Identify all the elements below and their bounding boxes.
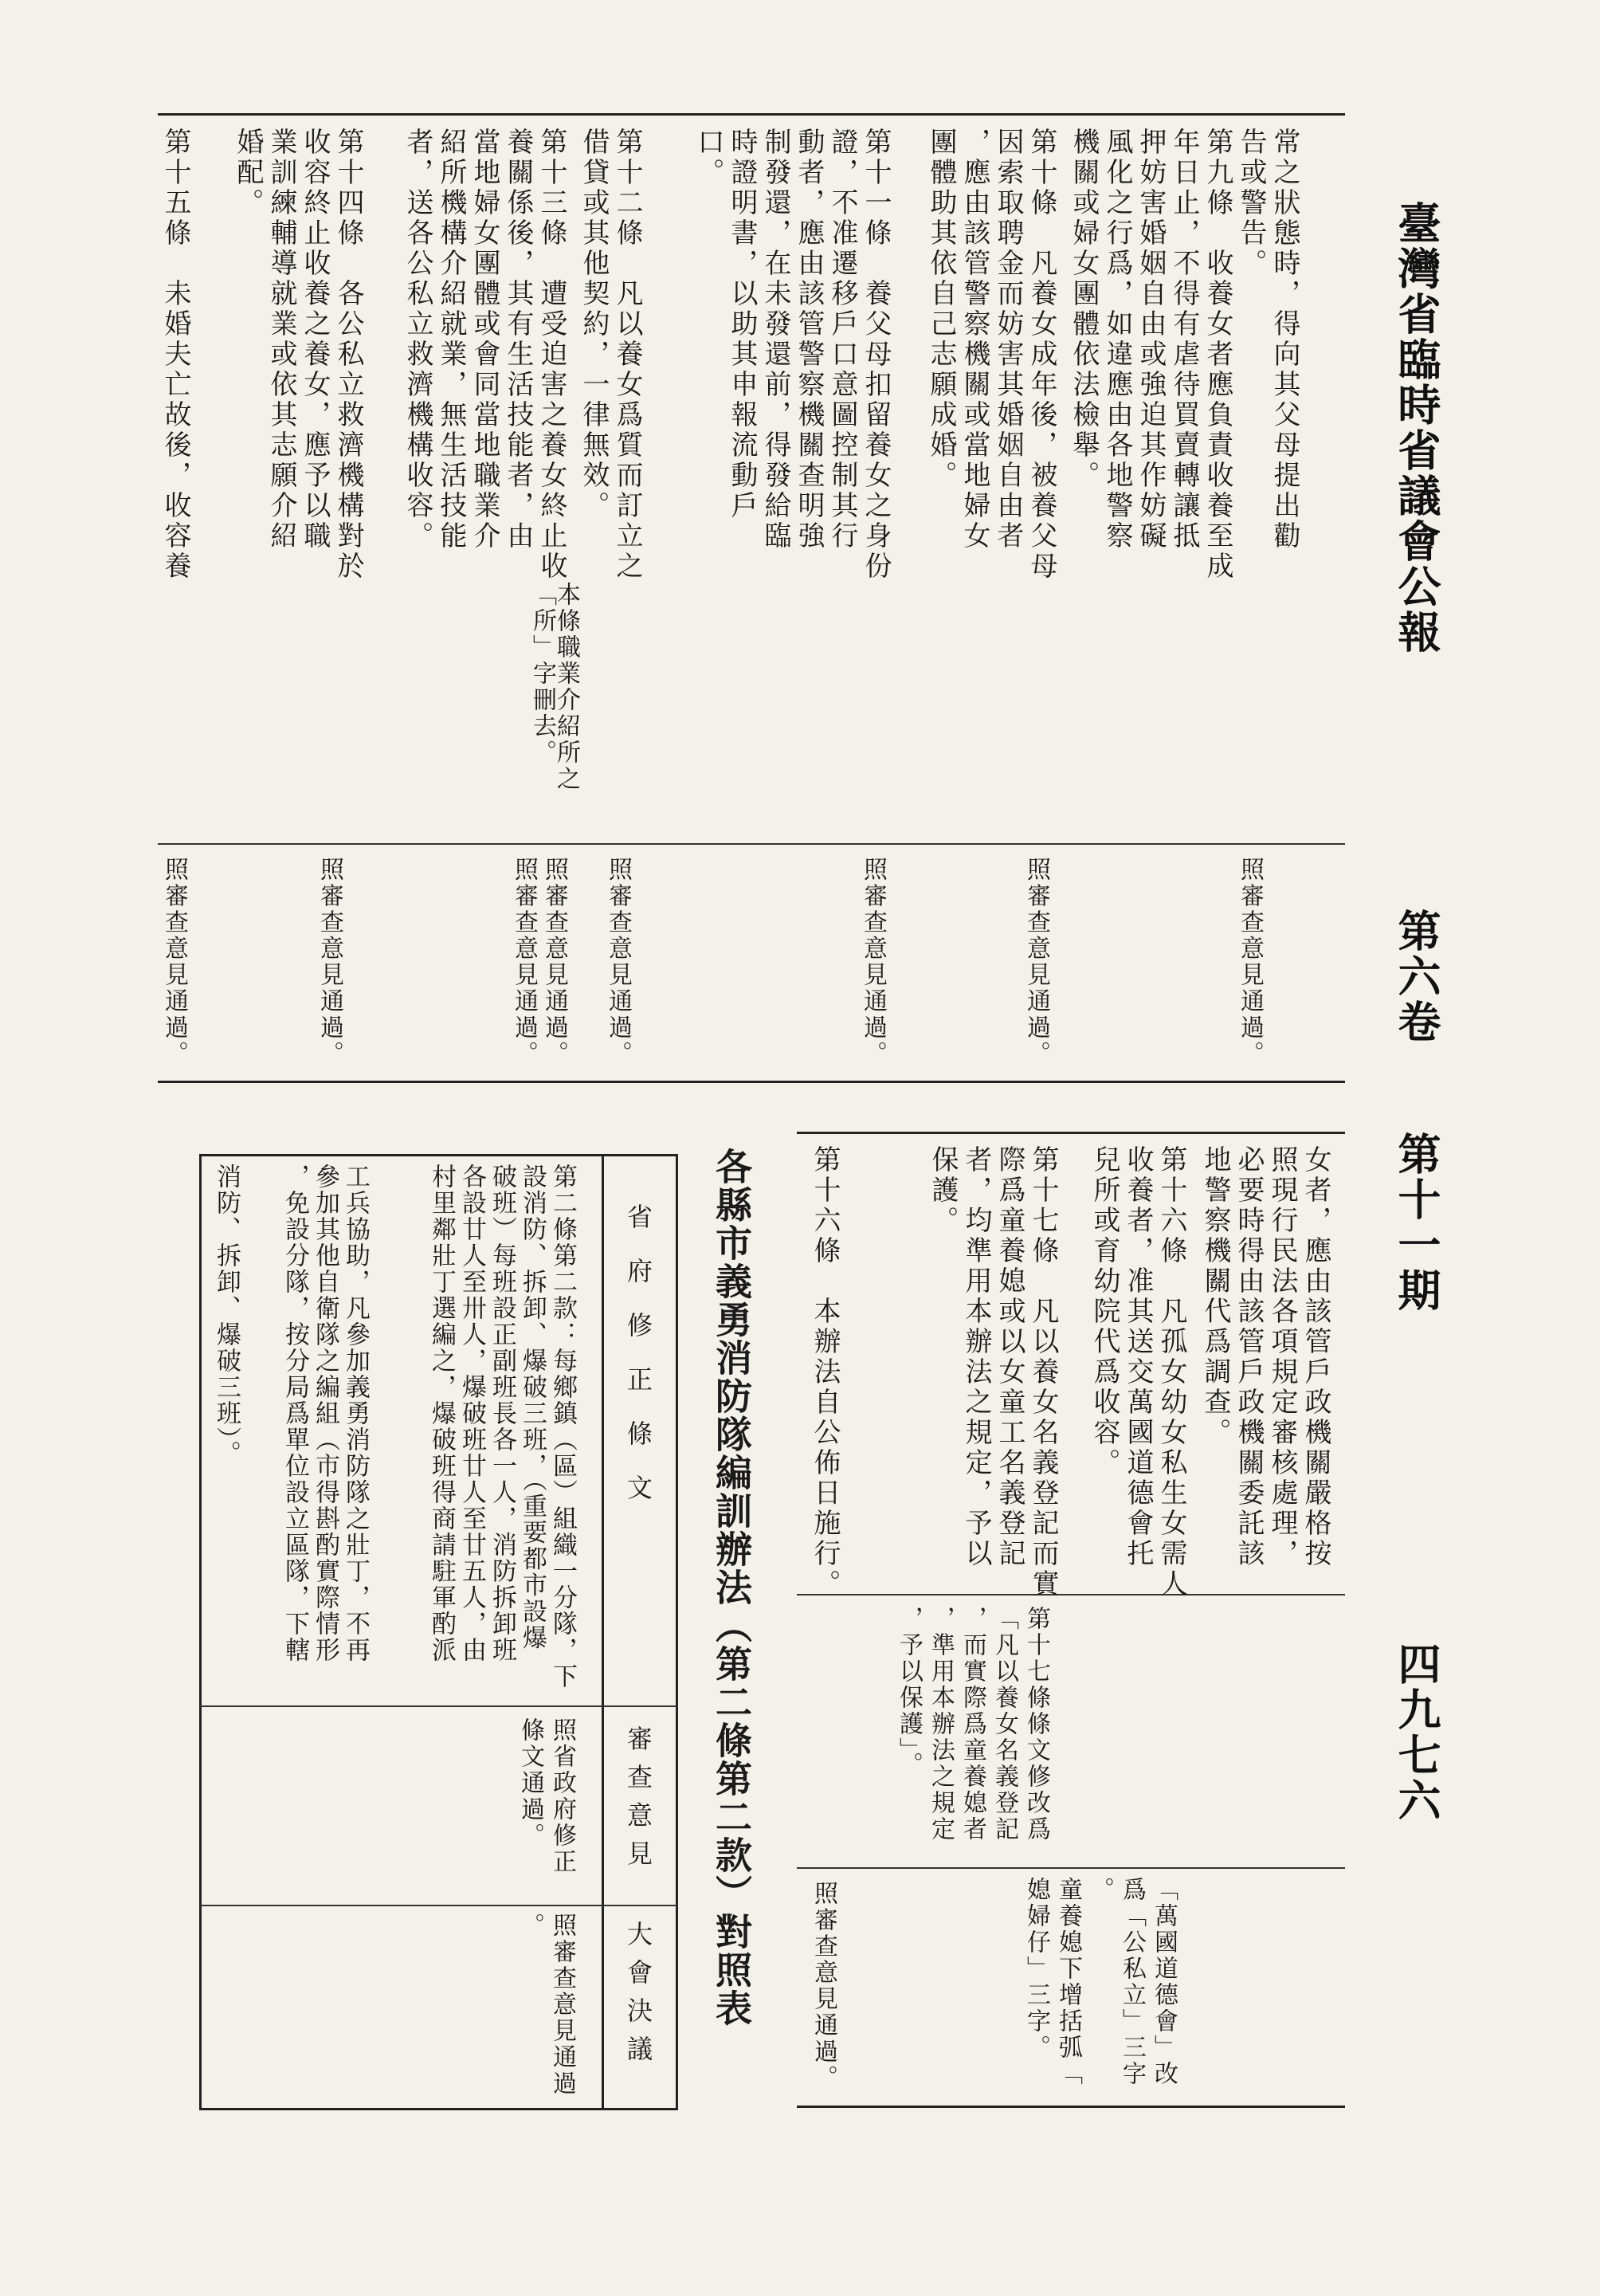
remark-line: 爲「公私立」三字 <box>1118 1877 1146 2087</box>
article-text-line: 第十七條 凡以養女名義登記而實 <box>1027 1145 1059 1599</box>
header-decision: 大會決議 <box>623 1921 653 2074</box>
provision-line: 第二條第二款：每鄉鎮（區）組織一分隊，下 <box>548 1164 577 1690</box>
article-text-line: 收容終止收養之養女，應予以職 <box>299 128 331 551</box>
right-lower-result-divider <box>797 1867 1345 1869</box>
remark-line: 童養媳下增括弧「 <box>1054 1877 1082 2087</box>
table-title: 各縣市義勇消防隊編訓辦法（第二條第二款）對照表 <box>710 1148 753 2027</box>
article-text-line: 業訓練輔導就業或依其志願介紹 <box>265 128 297 551</box>
right-lower-remark-divider <box>797 1594 1345 1595</box>
page-number: 四九七六 <box>1391 1642 1442 1823</box>
article-result: 照審查意見通過。 <box>316 857 343 1067</box>
article-text-line: 必要時得由該管戶政機關委託該 <box>1233 1145 1265 1569</box>
article-text-line: 借貸或其他契約，一律無效。 <box>578 128 610 521</box>
article-text-line: 年日止，不得有虐待買賣轉讓抵 <box>1168 128 1200 551</box>
review-line: 照省政府修正 <box>548 1717 576 1875</box>
right-lower-result: 照審查意見通過。 <box>810 1881 837 2091</box>
header-review: 審查意見 <box>623 1725 653 1878</box>
provision-line: 村里鄰壯丁選編之，爆破班得商請駐軍酌派 <box>427 1164 456 1663</box>
article-text-line: 紹所機構介紹就業，無生活技能 <box>435 128 467 551</box>
article-result: 照審查意見通過。 <box>540 857 568 1067</box>
provision-line: 破班）每班設正副班長各一人，消防拆卸班 <box>488 1164 516 1663</box>
article-text-line: 證，不准遷移戶口意圖控制其行 <box>826 128 858 551</box>
article-text-line: 地警察機關代爲調查。 <box>1199 1145 1231 1448</box>
article-text-line: 養關係後，其有生活技能者，由 <box>502 128 534 551</box>
decision-line: 。 <box>516 1913 544 1939</box>
decision-line: 照審查意見通過 <box>548 1913 576 2097</box>
header-provision: 省府修正條文 <box>623 1203 653 1529</box>
right-lower-bottom-rule <box>797 2106 1345 2108</box>
article-text-line: ，應由該管警察機關或當地婦女 <box>959 128 990 551</box>
remark-line: 第十七條條文修改爲 <box>1022 1606 1050 1843</box>
article-text-line: 者，送各公私立救濟機構收容。 <box>402 128 433 551</box>
article-text-line: 第十條 凡養女成年後，被養父母 <box>1025 128 1057 582</box>
table-top-rule <box>199 1154 677 1156</box>
provision-line: 消防、拆卸、爆破三班）。 <box>212 1164 241 1467</box>
table-right-edge <box>676 1154 678 2110</box>
article-text-line: 婚配。 <box>232 128 264 218</box>
issue-number: 第十一期 <box>1391 1132 1442 1313</box>
article-result: 照審查意見通過。 <box>1236 857 1264 1067</box>
article-text-line: 第十三條 遭受迫害之養女終止收 <box>535 128 567 582</box>
article-text-line: 第十一條 養父母扣留養女之身份 <box>860 128 892 582</box>
article-text-line: 第十六條 本辦法自公佈日施行。 <box>809 1145 841 1599</box>
article-text-line: 當地婦女團體或會同當地職業介 <box>469 128 500 551</box>
article-text-line: 第十二條 凡以養女爲質而訂立之 <box>611 128 643 582</box>
table-left-edge <box>199 1154 202 2110</box>
article-text-line: 常之狀態時，得向其父母提出勸 <box>1269 128 1300 551</box>
remark-line: ，準用本辦法之規定 <box>927 1606 955 1843</box>
table-col-divider-2 <box>199 1905 677 1906</box>
provision-line: 工兵協助，凡參加義勇消防隊之壯丁，不再 <box>341 1164 370 1663</box>
article-text-line: 風化之行爲，如違應由各地警察 <box>1101 128 1133 551</box>
article-text-line: 保護。 <box>927 1145 959 1236</box>
article-text-line: 第十五條 未婚夫亡故後，收容養 <box>159 128 191 582</box>
table-col-divider-1 <box>199 1705 677 1707</box>
article-result: 照審查意見通過。 <box>1022 857 1050 1067</box>
right-lower-top-rule <box>797 1132 1345 1134</box>
article-text-line: 機關或婦女團體依法檢舉。 <box>1068 128 1100 491</box>
article-text-line: 第十六條 凡孤女幼女私生女需人 <box>1155 1145 1187 1599</box>
journal-title: 臺灣省臨時省議會公報 <box>1391 201 1442 655</box>
provision-line: 參加其他自衛隊之編組（市得斟酌實際情形 <box>311 1164 339 1663</box>
article-text-line: 照現行民法各項規定審核處理， <box>1266 1145 1298 1569</box>
article-text-line: 時證明書，以助其申報流動戶 <box>726 128 758 521</box>
article-text-line: 者，均準用本辦法之規定，予以 <box>960 1145 992 1569</box>
article-text-line: 第九條 收養女者應負責收養至成 <box>1202 128 1233 582</box>
article-text-line: 團體助其依自己志願成婚。 <box>925 128 957 491</box>
article-text-line: 因索取聘金而妨害其婚姻自由者 <box>992 128 1024 551</box>
article-result: 照審查意見通過。 <box>859 857 887 1067</box>
remark-line: 「凡以養女名義登記 <box>990 1606 1018 1843</box>
remark-line: ，而實際爲童養媳者 <box>959 1606 986 1843</box>
article-result: 照審查意見通過。 <box>604 857 632 1067</box>
article-text-line: 口。 <box>692 128 724 188</box>
article-remark: 本條職業介紹所之「所」字刪去。 <box>528 582 580 792</box>
provision-line: 設消防、拆卸、爆破三班，（重要都市設爆 <box>518 1164 547 1651</box>
article-result: 照審查意見通過。 <box>510 857 538 1067</box>
remark-line: 「萬國道德會」改 <box>1150 1877 1178 2087</box>
article-text-line: 告或警告。 <box>1235 128 1267 279</box>
article-text-line: 際爲童養媳或以女童工名義登記 <box>994 1145 1025 1569</box>
article-text-line: 制發還，在未發還前，得發給臨 <box>759 128 791 551</box>
upper-top-rule <box>158 113 1345 116</box>
table-bottom-rule <box>199 2108 677 2110</box>
provision-line: ，免設分隊，按分局爲單位設立區隊，下轄 <box>280 1164 309 1663</box>
remark-line: ，予以保護」。 <box>895 1606 923 1778</box>
table-header-divider <box>602 1154 604 2110</box>
upper-result-divider <box>158 843 1345 845</box>
remark-line: 。 <box>1086 1877 1114 1903</box>
volume-number: 第六卷 <box>1391 909 1442 1045</box>
article-text-line: 押妨害婚姻自由或強迫其作妨礙 <box>1135 128 1167 551</box>
article-text-line: 收養者，准其送交萬國道德會托 <box>1122 1145 1154 1569</box>
article-text-line: 第十四條 各公私立救濟機構對於 <box>332 128 364 582</box>
upper-bottom-rule <box>158 1081 1345 1083</box>
article-text-line: 兒所或育幼院代爲收容。 <box>1088 1145 1120 1478</box>
remark-line: 媳婦仔」三字。 <box>1022 1877 1050 2061</box>
provision-line: 各設廿人至卅人，爆破班廿人至廿五人，由 <box>457 1164 486 1663</box>
article-result: 照審查意見通過。 <box>160 857 188 1067</box>
article-text-line: 動者，應由該管警察機關查明強 <box>793 128 825 551</box>
article-text-line: 女者，應由該管戶政機關嚴格按 <box>1300 1145 1331 1569</box>
review-line: 條文通過。 <box>516 1717 544 1849</box>
